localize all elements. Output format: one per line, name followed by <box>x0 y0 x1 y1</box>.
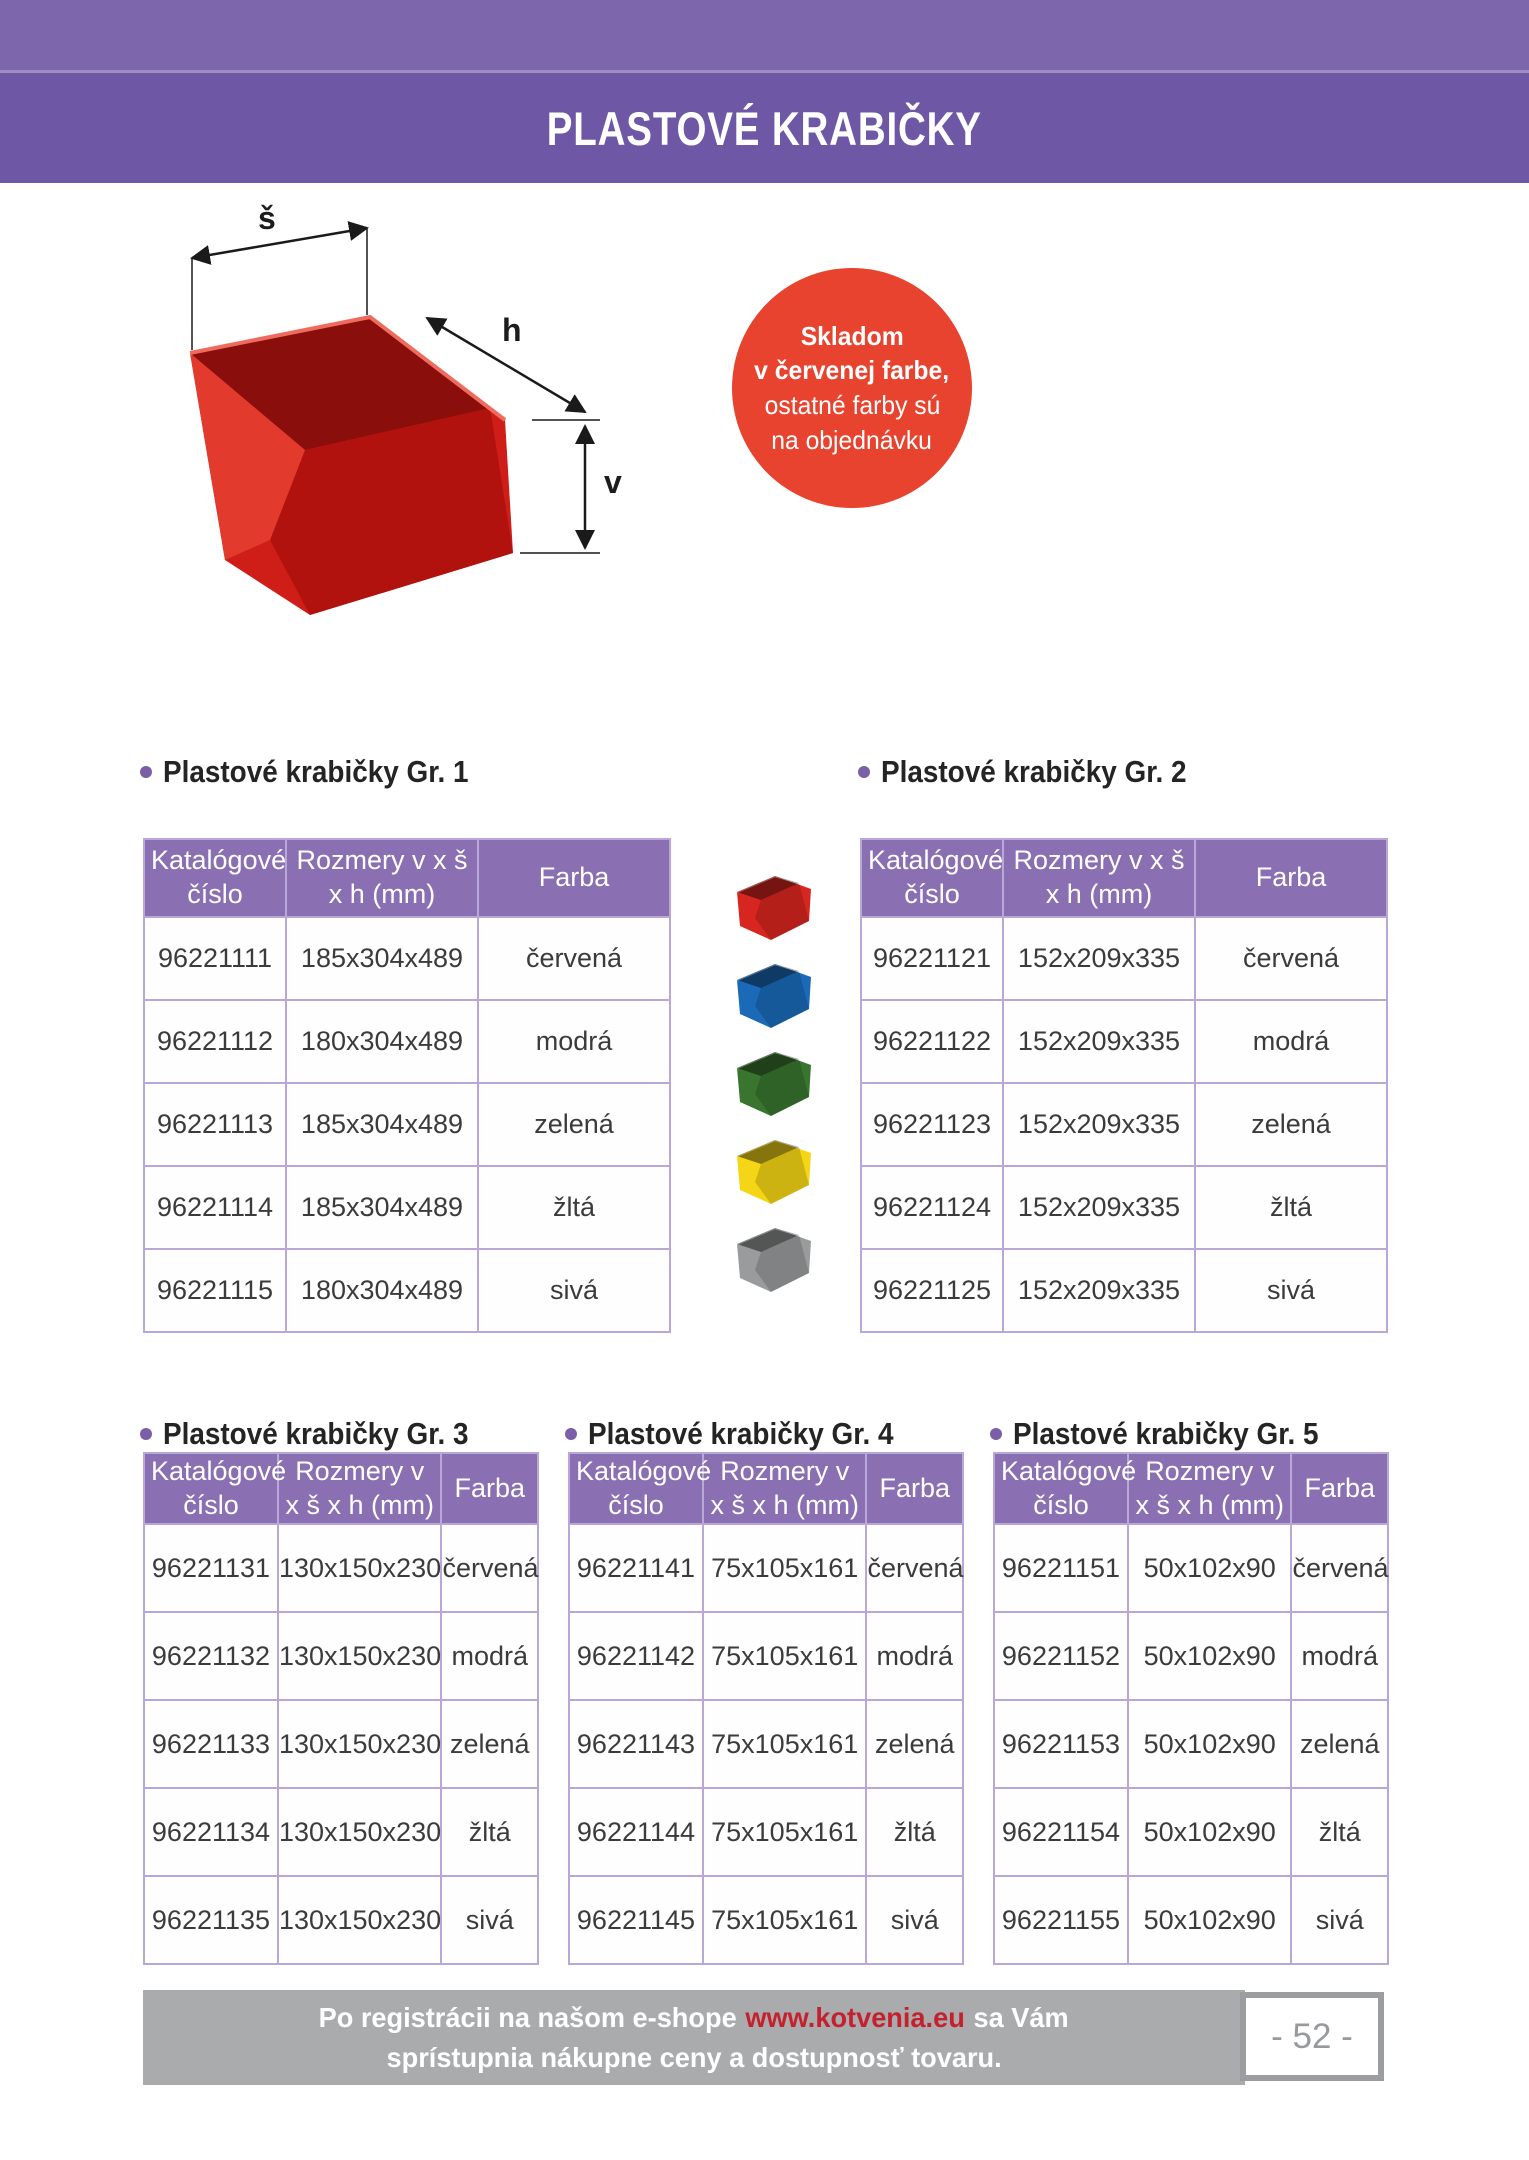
badge-line: Skladom <box>800 320 904 351</box>
table-cell: žltá <box>866 1788 963 1876</box>
section-heading-gr2 <box>858 752 1221 792</box>
dimension-label-height: v <box>604 464 622 500</box>
table-cell: 96221153 <box>994 1700 1128 1788</box>
section-heading-gr5 <box>990 1414 1353 1454</box>
blue-bin-icon <box>725 956 825 1036</box>
table-row <box>144 917 670 1000</box>
table-row <box>144 1876 538 1964</box>
table-cell: 96221141 <box>569 1524 703 1612</box>
table-cell: 96221133 <box>144 1700 278 1788</box>
column-header: Katalógové číslo <box>861 839 1003 917</box>
table-row <box>861 1083 1387 1166</box>
table-cell: 96221125 <box>861 1249 1003 1332</box>
table-cell: 152x209x335 <box>1003 917 1195 1000</box>
column-header: Katalógové číslo <box>569 1453 703 1524</box>
badge-line: na objednávku <box>771 424 933 455</box>
table-cell: 75x105x161 <box>703 1876 867 1964</box>
table-row <box>144 1788 538 1876</box>
table-cell: modrá <box>1195 1000 1387 1083</box>
table-row <box>861 1249 1387 1332</box>
website-link[interactable]: www.kotvenia.eu <box>745 2001 966 2033</box>
bullet-icon <box>990 1428 1002 1440</box>
table-row <box>569 1788 963 1876</box>
table-cell: 180x304x489 <box>286 1249 478 1332</box>
table-cell: 96221112 <box>144 1000 286 1083</box>
product-table-gr2 <box>860 838 1388 1333</box>
table-cell: 50x102x90 <box>1128 1876 1292 1964</box>
stock-badge <box>732 268 972 508</box>
product-table-gr1 <box>143 838 671 1333</box>
table-row <box>994 1524 1388 1612</box>
table-cell: 152x209x335 <box>1003 1249 1195 1332</box>
column-header: Katalógové číslo <box>994 1453 1128 1524</box>
table-row <box>861 1000 1387 1083</box>
footer-bar <box>143 1990 1245 2085</box>
footer-text: sprístupnia nákupne ceny a dostupnosť tovaru. <box>386 2041 1002 2073</box>
table-cell: 50x102x90 <box>1128 1788 1292 1876</box>
table-cell: 130x150x230 <box>278 1524 442 1612</box>
column-header: Farba <box>1291 1453 1388 1524</box>
table-cell: červená <box>441 1524 538 1612</box>
column-header: Rozmery v x š x h (mm) <box>286 839 478 917</box>
red-bin-icon <box>725 868 825 948</box>
section-heading-gr1 <box>140 752 503 792</box>
table-row <box>994 1612 1388 1700</box>
table-row <box>569 1876 963 1964</box>
table-cell: modrá <box>866 1612 963 1700</box>
table-cell: 96221131 <box>144 1524 278 1612</box>
product-table-gr5 <box>993 1452 1389 1965</box>
table-cell: žltá <box>1195 1166 1387 1249</box>
table-cell: 152x209x335 <box>1003 1000 1195 1083</box>
table-cell: sivá <box>441 1876 538 1964</box>
table-cell: 152x209x335 <box>1003 1083 1195 1166</box>
table-cell: 96221155 <box>994 1876 1128 1964</box>
table-cell: zelená <box>866 1700 963 1788</box>
footer-text: sa Vám <box>973 2001 1070 2033</box>
page-number: - 52 - <box>1271 2016 1353 2056</box>
section-heading-label: Plastové krabičky Gr. 5 <box>1013 1416 1319 1451</box>
table-cell: zelená <box>441 1700 538 1788</box>
section-heading-label: Plastové krabičky Gr. 3 <box>163 1416 469 1451</box>
section-heading-gr3 <box>140 1414 503 1454</box>
column-header: Farba <box>1195 839 1387 917</box>
table-row <box>569 1524 963 1612</box>
table-cell: 96221114 <box>144 1166 286 1249</box>
top-bar <box>0 0 1529 70</box>
table-cell: 96221122 <box>861 1000 1003 1083</box>
table-header-row <box>569 1453 963 1524</box>
table-cell: 96221134 <box>144 1788 278 1876</box>
table-cell: 96221121 <box>861 917 1003 1000</box>
page-number-box <box>1240 1992 1384 2081</box>
table-row <box>144 1612 538 1700</box>
bullet-icon <box>140 1428 152 1440</box>
column-header: Farba <box>866 1453 963 1524</box>
table-cell: červená <box>866 1524 963 1612</box>
dimension-label-depth: h <box>502 312 522 348</box>
table-cell: 96221152 <box>994 1612 1128 1700</box>
table-cell: 75x105x161 <box>703 1700 867 1788</box>
table-cell: zelená <box>1195 1083 1387 1166</box>
table-row <box>144 1083 670 1166</box>
column-header: Farba <box>441 1453 538 1524</box>
table-row <box>994 1788 1388 1876</box>
table-cell: modrá <box>478 1000 670 1083</box>
table-row <box>569 1700 963 1788</box>
table-cell: červená <box>1195 917 1387 1000</box>
table-row <box>569 1612 963 1700</box>
product-diagram <box>120 200 620 670</box>
table-cell: 96221143 <box>569 1700 703 1788</box>
table-cell: 96221142 <box>569 1612 703 1700</box>
table-cell: 185x304x489 <box>286 917 478 1000</box>
table-header-row <box>144 839 670 917</box>
page-title: PLASTOVÉ KRABIČKY <box>546 101 983 155</box>
table-cell: 96221132 <box>144 1612 278 1700</box>
column-header: Katalógové číslo <box>144 839 286 917</box>
table-cell: žltá <box>1291 1788 1388 1876</box>
table-row <box>861 917 1387 1000</box>
table-cell: 130x150x230 <box>278 1876 442 1964</box>
column-header: Rozmery v x š x h (mm) <box>703 1453 867 1524</box>
table-cell: 180x304x489 <box>286 1000 478 1083</box>
table-cell: žltá <box>478 1166 670 1249</box>
product-photo <box>120 200 620 670</box>
table-row <box>861 1166 1387 1249</box>
table-cell: 152x209x335 <box>1003 1166 1195 1249</box>
table-cell: 96221123 <box>861 1083 1003 1166</box>
table-row <box>994 1700 1388 1788</box>
footer-text: Po registrácii na našom e-shope <box>318 2001 738 2033</box>
table-cell: 96221124 <box>861 1166 1003 1249</box>
table-cell: modrá <box>441 1612 538 1700</box>
table-cell: 130x150x230 <box>278 1612 442 1700</box>
product-table-gr4 <box>568 1452 964 1965</box>
column-header: Rozmery v x š x h (mm) <box>1003 839 1195 917</box>
table-cell: 130x150x230 <box>278 1700 442 1788</box>
product-table-gr3 <box>143 1452 539 1965</box>
table-row <box>144 1000 670 1083</box>
table-cell: žltá <box>441 1788 538 1876</box>
section-heading-label: Plastové krabičky Gr. 4 <box>588 1416 894 1451</box>
table-row <box>994 1876 1388 1964</box>
column-header: Rozmery v x š x h (mm) <box>278 1453 442 1524</box>
table-cell: 96221135 <box>144 1876 278 1964</box>
table-cell: červená <box>478 917 670 1000</box>
table-cell: 75x105x161 <box>703 1524 867 1612</box>
yellow-bin-icon <box>725 1132 825 1212</box>
table-cell: 130x150x230 <box>278 1788 442 1876</box>
table-cell: 50x102x90 <box>1128 1524 1292 1612</box>
green-bin-icon <box>725 1044 825 1124</box>
table-row <box>144 1249 670 1332</box>
table-cell: 75x105x161 <box>703 1612 867 1700</box>
title-bar <box>0 70 1529 183</box>
column-header: Katalógové číslo <box>144 1453 278 1524</box>
table-cell: 50x102x90 <box>1128 1700 1292 1788</box>
bullet-icon <box>858 766 870 778</box>
footer-line-2 <box>386 2038 1001 2078</box>
bullet-icon <box>140 766 152 778</box>
table-cell: 96221145 <box>569 1876 703 1964</box>
table-cell: modrá <box>1291 1612 1388 1700</box>
footer-line-1 <box>319 1998 1069 2038</box>
column-header: Rozmery v x š x h (mm) <box>1128 1453 1292 1524</box>
table-cell: 96221111 <box>144 917 286 1000</box>
table-row <box>144 1524 538 1612</box>
table-cell: 96221154 <box>994 1788 1128 1876</box>
bullet-icon <box>565 1428 577 1440</box>
table-row <box>144 1166 670 1249</box>
table-cell: 185x304x489 <box>286 1083 478 1166</box>
section-heading-label: Plastové krabičky Gr. 2 <box>881 754 1187 789</box>
table-cell: 50x102x90 <box>1128 1612 1292 1700</box>
table-cell: zelená <box>1291 1700 1388 1788</box>
table-cell: sivá <box>1291 1876 1388 1964</box>
section-heading-label: Plastové krabičky Gr. 1 <box>163 754 469 789</box>
table-cell: 96221144 <box>569 1788 703 1876</box>
badge-line: v červenej farbe, <box>754 355 950 386</box>
column-header: Farba <box>478 839 670 917</box>
section-heading-gr4 <box>565 1414 928 1454</box>
table-cell: 185x304x489 <box>286 1166 478 1249</box>
table-header-row <box>861 839 1387 917</box>
table-cell: 96221115 <box>144 1249 286 1332</box>
table-cell: červená <box>1291 1524 1388 1612</box>
table-header-row <box>144 1453 538 1524</box>
grey-bin-icon <box>725 1220 825 1300</box>
table-cell: zelená <box>478 1083 670 1166</box>
table-row <box>144 1700 538 1788</box>
table-cell: 96221113 <box>144 1083 286 1166</box>
table-cell: sivá <box>866 1876 963 1964</box>
table-cell: sivá <box>478 1249 670 1332</box>
dimension-label-width: š <box>258 200 276 236</box>
badge-line: ostatné farby sú <box>764 390 940 420</box>
table-cell: sivá <box>1195 1249 1387 1332</box>
table-cell: 96221151 <box>994 1524 1128 1612</box>
table-header-row <box>994 1453 1388 1524</box>
table-cell: 75x105x161 <box>703 1788 867 1876</box>
